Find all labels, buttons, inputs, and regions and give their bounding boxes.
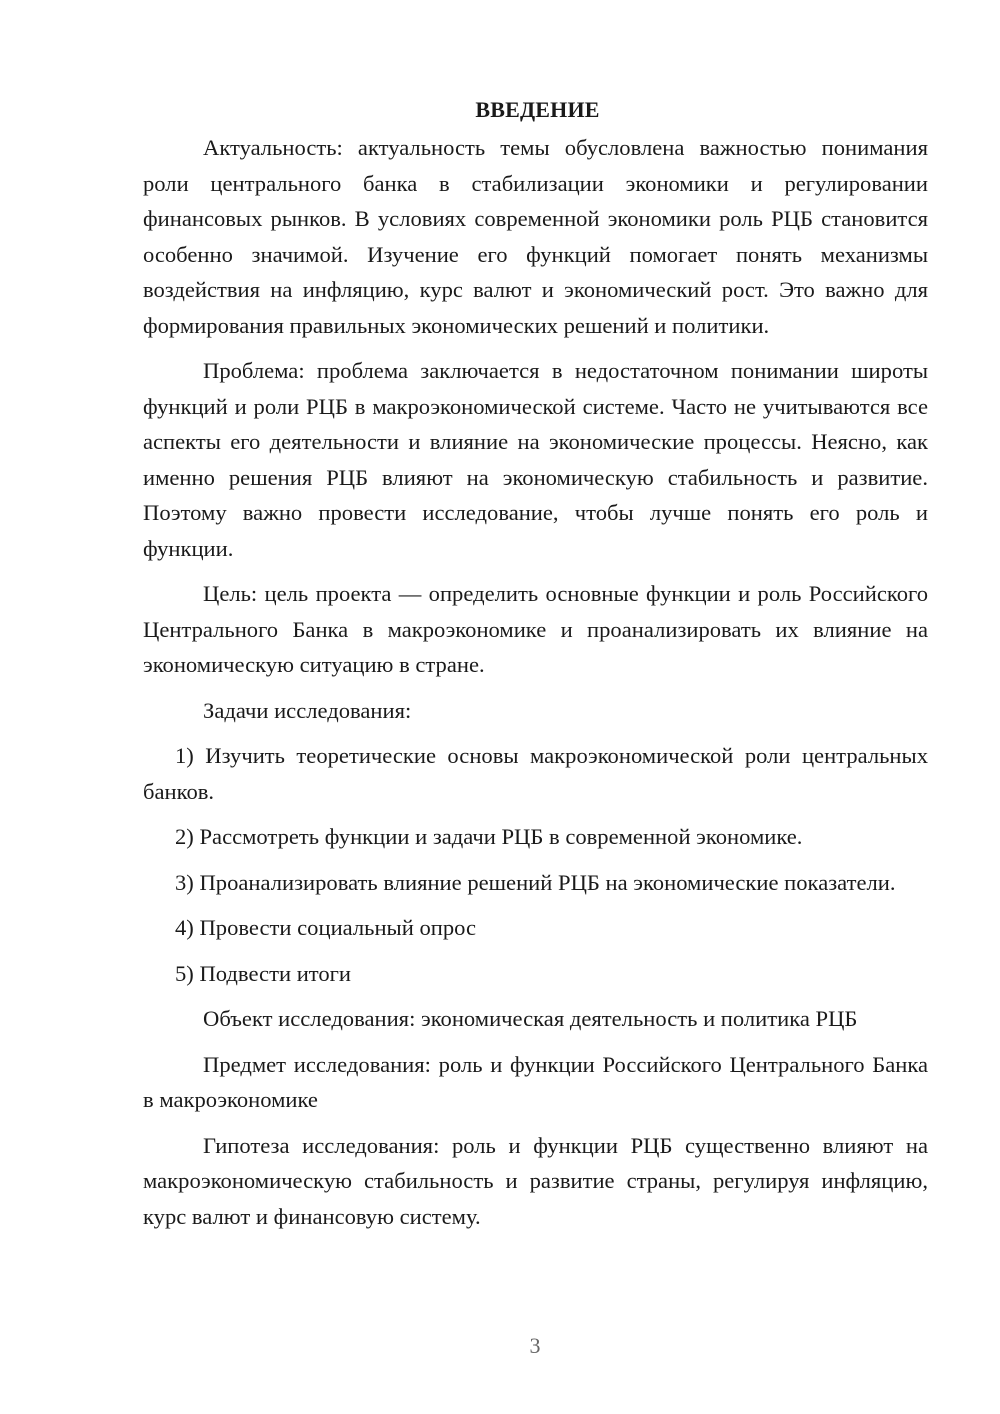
- task-item: 4) Провести социальный опрос: [175, 915, 477, 940]
- task-item: 2) Рассмотреть функции и задачи РЦБ в современной экономике.: [175, 824, 803, 849]
- task-item: 1) Изучить теоретические основы макроэкономической роли центральных банков.: [143, 743, 928, 804]
- object-paragraph: Объект исследования: экономическая деятельность и политика РЦБ: [203, 1006, 858, 1031]
- task-item: 5) Подвести итоги: [175, 960, 352, 986]
- page-number: 3: [529, 1333, 541, 1358]
- subject-paragraph: Предмет исследования: роль и функции Российского Центрального Банка в макроэкономике: [143, 1051, 928, 1112]
- relevance-paragraph: Актуальность: актуальность темы обусловлена важностью понимания роли центрального банка в стабилизации экономики и регулировании финансовых рынков. В условиях современной экономики роль РЦБ становится особенно значимой. Изучение его функций помогает понять механизмы воздействия на инфляцию, курс валют и экономический рост. Это важно для формирования правильных экономических решений и политики.: [143, 135, 928, 338]
- task-item: 3) Проанализировать влияние решений РЦБ на экономические показатели.: [175, 869, 896, 895]
- problem-paragraph: Проблема: проблема заключается в недостаточном понимании широты функций и роли РЦБ в макроэкономической системе. Часто не учитываются все аспекты его деятельности и влияние на экономические процессы. Неясно, как именно решения РЦБ влияют на экономическую стабильность и развитие. Поэтому важно провести исследование, чтобы лучше понять его роль и функции.: [143, 358, 928, 561]
- document-page: [143, 92, 928, 1244]
- section-title: ВВЕДЕНИЕ: [475, 97, 600, 122]
- hypothesis-paragraph: Гипотеза исследования: роль и функции РЦБ существенно влияют на макроэкономическую стабильность и развитие страны, регулируя инфляцию, курс валют и финансовую систему.: [143, 1132, 928, 1229]
- tasks-heading: Задачи исследования:: [203, 697, 412, 723]
- goal-paragraph: Цель: цель проекта — определить основные функции и роль Российского Центрального Банка в макроэкономике и проанализировать их влияние на экономическую ситуацию в стране.: [143, 581, 928, 677]
